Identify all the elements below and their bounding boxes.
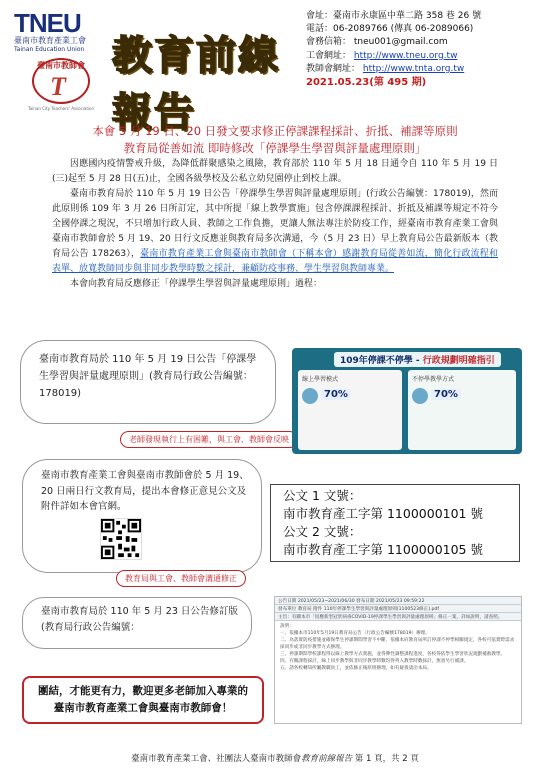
notice-item-4: 四、有關課程採計，線上同步教學與非同步教學時數均得列入教學時數採計，無須另行補課。 [280, 659, 469, 664]
tneu-logo-mark: TNEU [14, 8, 81, 38]
title-line-2: 教育局從善如流 即時修改「停課學生學習與評量處理原則」 [123, 141, 427, 155]
issue-number: 2021.05.23(第 495 期) [306, 77, 427, 89]
infographic-pct-1: 70% [321, 389, 351, 400]
notice-item-2: 二、為落實防疫措施並確保學生停課期間學習不中斷，依據本府教育局所訂停課不停學相關規定，各校可依實際需求採同步或非同步教學方式辦理。 [280, 638, 515, 650]
student-icon [302, 388, 318, 404]
doc2-number: 南市教育產工字第 1100000105 號 [283, 542, 483, 557]
process-step-1 [20, 340, 276, 424]
assoc-logo-mark-icon: T [50, 72, 66, 101]
footer-page-number: 第 1 頁，共 2 頁 [354, 754, 419, 764]
teacher-icon [412, 388, 428, 404]
masthead-title: 教育前線報告 [112, 32, 280, 136]
infographic-heading [334, 352, 501, 367]
tneu-logo-cn: 臺南市教育產業工會 [14, 36, 86, 45]
address: 會址：臺南市永康區中華二路 358 巷 26 號 [306, 11, 482, 21]
join-call-to-action [22, 676, 264, 724]
process-step-1-text: 臺南市教育局於 110 年 5 月 19 日公告「停課學生學習與評量處理原則」(教育局行政公告編號：178019) [39, 354, 257, 399]
tneu-logo-en: Tainan Education Union [14, 46, 85, 53]
process-step-2 [22, 459, 262, 573]
process-step-3-text: 臺南市教育局於 110 年 5 月 23 日公告修訂版(教育局行政公告編號： [41, 606, 238, 633]
email: 會務信箱： tneu001@gmail.com [306, 37, 448, 48]
notice-row-1: 公告日期 2021/05/23~2021/06/30 發布日期 2021/05/23 09:59:22 [275, 597, 521, 605]
teacher-website-row [306, 63, 546, 76]
notice-content [275, 621, 521, 674]
qr-code-icon[interactable] [100, 518, 142, 560]
union-website-link[interactable]: http://www.tneu.org.tw [353, 50, 458, 61]
infographic-left-caption: 線上學習模式 [302, 376, 339, 383]
doc2-label: 公文 2 文號： [283, 524, 362, 539]
union-website-label: 工會網址： [306, 50, 352, 61]
infographic-heading-b: 行政規劃明確指引 [422, 356, 495, 366]
notice-row-2: 發布單位 教育局 附件 110年停課學生學習與評量處理原則(1100523修正).pdf [275, 605, 521, 613]
notice-item-5: 五、請各校轉知所屬教職員工，並依修正後原則辦理，如有疑義請洽本局。 [280, 666, 432, 671]
paragraph-2-highlight: 臺南市教育產業工會與臺南市教師會（下稱本會）感謝教育局從善如流，簡化行政流程和表單、放寬教師同步與非同步教學時數之採計，兼顧防疫事務、學生學習與教師專業。 [52, 249, 498, 274]
infographic-right-row [412, 383, 512, 404]
infographic-left-panel [298, 370, 402, 450]
paragraph-3: 本會向教育局反應修正「停課學生學習與評量處理原則」過程： [70, 279, 323, 289]
process-step-2-text: 臺南市教育產業工會與臺南市教師會於 5 月 19、20 日兩日行文教育局，提出本會修正意見公文及附件詳如本會官網。 [41, 470, 249, 512]
article-body [52, 157, 498, 292]
footer-orgs: 臺南市教育產業工會、社團法人臺南市教師會 [131, 754, 302, 764]
teacher-website-label: 教師會網址： [306, 63, 361, 74]
page-footer [0, 752, 550, 764]
contact-info [306, 10, 546, 89]
infographic-pct-2: 70% [431, 389, 461, 400]
notice-item-1: 一、依據本市110年5月19日教育局公告（行政公告編號178019）辦理。 [280, 631, 430, 636]
teacher-website-link[interactable]: http://www.tnta.org.tw [362, 63, 465, 74]
paragraph-2-text: 臺南市教育局於 110 年 5 月 19 日公告「停課學生學習與評量處理原則」(行政公告編號：178019)，然而此原則係 109 年 3 月 26 日所訂定，其中所提「線上教學實施」包含停課課程採計、折抵及補課等規定不符今全國停課之現況，不只增加行政人員、教師之工作負擔，更讓人無法專注於防疫工作，經臺南市教育產業工會與臺南市教師會於 5 月 19、20 日行文反應並與教育局多次溝通，今（5 月 23 日）早上教育局公告最新版本（教育局公告 178263）， [52, 189, 498, 259]
infographic [292, 348, 522, 454]
doc1-number: 南市教育產工字第 1100000101 號 [283, 506, 483, 521]
document-numbers-box [270, 484, 520, 562]
cta-line-1: 團結，才能更有力，歡迎更多老師加入專業的 [38, 685, 248, 697]
masthead [112, 24, 302, 136]
paragraph-1: 因應國內疫情警戒升級，為降低群聚感染之風險，教育部於 110 年 5 月 18 日通令自 110 年 5 月 19 日(三)起至 5 月 28 日(五)止，全國各級學校及公私立幼兒園停止到校上課。 [52, 159, 498, 184]
announcement-screenshot [274, 596, 522, 724]
article-title [40, 123, 510, 157]
doc1-label: 公文 1 文號： [283, 488, 362, 503]
qr-code-graphic [101, 519, 141, 559]
assoc-logo-cn: 臺南市教師會 [37, 61, 85, 70]
footer-paper-name: 教育前線報告 [301, 754, 353, 764]
infographic-left-row [302, 383, 398, 404]
union-website-row [306, 50, 546, 63]
cta-line-2: 臺南市教育產業工會與臺南市教師會！ [53, 702, 233, 714]
assoc-logo-en: Tainan City Teachers' Association [28, 106, 94, 111]
phone: 電話：06-2089766 (傳真 06-2089066) [306, 24, 474, 35]
notice-item-3: 三、停課期間學校課程得以線上教學方式實施，並得彈性調整課程進度，各校得依學生學習狀況規劃補救教學。 [280, 652, 506, 657]
teachers-association-logo [20, 58, 102, 114]
process-step-3 [22, 597, 252, 649]
infographic-heading-a: 109年停課不停學 - [340, 356, 423, 366]
process-tag-1: 老師發現執行上有困難，與工會、教師會反映 [120, 431, 298, 448]
tneu-logo [14, 10, 114, 54]
paragraph-2 [52, 187, 498, 277]
notice-row-3: 主旨：有關本市「因應新型冠狀病毒COVID-19停課學生學習與評量處理原則」修正一案，詳如說明，請查照。 [275, 613, 521, 621]
title-line-1: 本會 5 月 19 日、20 日發文要求修正停課課程採計、折抵、補課等原則 [92, 124, 458, 138]
notice-desc-label: 說明： [280, 624, 294, 629]
infographic-right-caption: 不停學教學方式 [412, 376, 455, 383]
process-tag-2: 教育局與工會、教師會溝通修正 [116, 570, 246, 587]
infographic-right-panel [408, 370, 516, 450]
